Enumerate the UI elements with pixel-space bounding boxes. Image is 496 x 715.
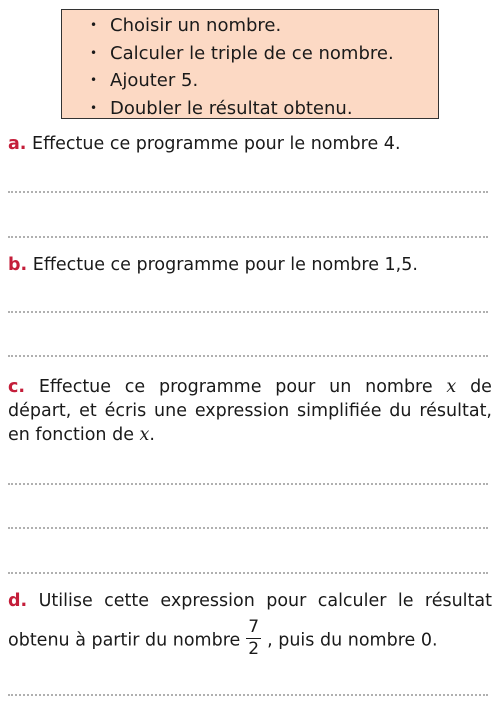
- question-letter: d.: [8, 591, 28, 611]
- program-step: • Doubler le résultat obtenu.: [62, 95, 438, 123]
- question-text: Utilise cette expression pour calculer le résultat: [38, 591, 492, 611]
- answer-line[interactable]: [8, 572, 488, 574]
- question-b: [8, 253, 492, 277]
- answer-line[interactable]: [8, 694, 488, 696]
- question-text: Effectue ce programme pour le nombre 4.: [32, 134, 401, 154]
- question-letter: a.: [8, 134, 27, 154]
- answer-line[interactable]: [8, 236, 488, 238]
- answer-line[interactable]: [8, 191, 488, 193]
- program-step: • Ajouter 5.: [62, 67, 438, 95]
- program-box: [61, 9, 439, 119]
- answer-line[interactable]: [8, 311, 488, 313]
- question-text: Effectue ce programme pour un nombre: [38, 377, 433, 397]
- question-text: de départ, et écris une expression simplifiée du résultat, en fonction de: [8, 377, 492, 445]
- fraction-denominator: 2: [248, 639, 260, 659]
- bullet-icon: •: [90, 18, 98, 32]
- program-step: • Choisir un nombre.: [62, 12, 438, 40]
- answer-line[interactable]: [8, 527, 488, 529]
- program-step: • Calculer le triple de ce nombre.: [62, 40, 438, 68]
- bullet-icon: •: [90, 45, 98, 60]
- fraction: [246, 619, 261, 658]
- answer-line[interactable]: [8, 355, 488, 357]
- fraction-numerator: 7: [248, 617, 260, 637]
- question-d-line2: [8, 617, 492, 660]
- question-c: c. Effectue ce programme pour un nombre x de départ, et écris une expression simplifiée du résultat, en fonction de x.: [8, 377, 492, 445]
- bullet-icon: •: [90, 73, 98, 87]
- variable-x: x: [446, 377, 457, 397]
- question-text: Effectue ce programme pour le nombre 1,5.: [32, 255, 418, 275]
- question-text: obtenu à partir du nombre: [8, 630, 241, 651]
- program-steps: [62, 12, 438, 122]
- bullet-icon: •: [90, 100, 98, 115]
- answer-line[interactable]: [8, 483, 488, 485]
- question-d: [8, 589, 492, 660]
- question-text: , puis du nombre 0.: [267, 630, 438, 651]
- question-a: [8, 132, 492, 156]
- question-d-line1: [8, 589, 492, 613]
- question-letter: c.: [8, 377, 26, 397]
- variable-x: x: [139, 425, 150, 445]
- question-letter: b.: [8, 255, 28, 275]
